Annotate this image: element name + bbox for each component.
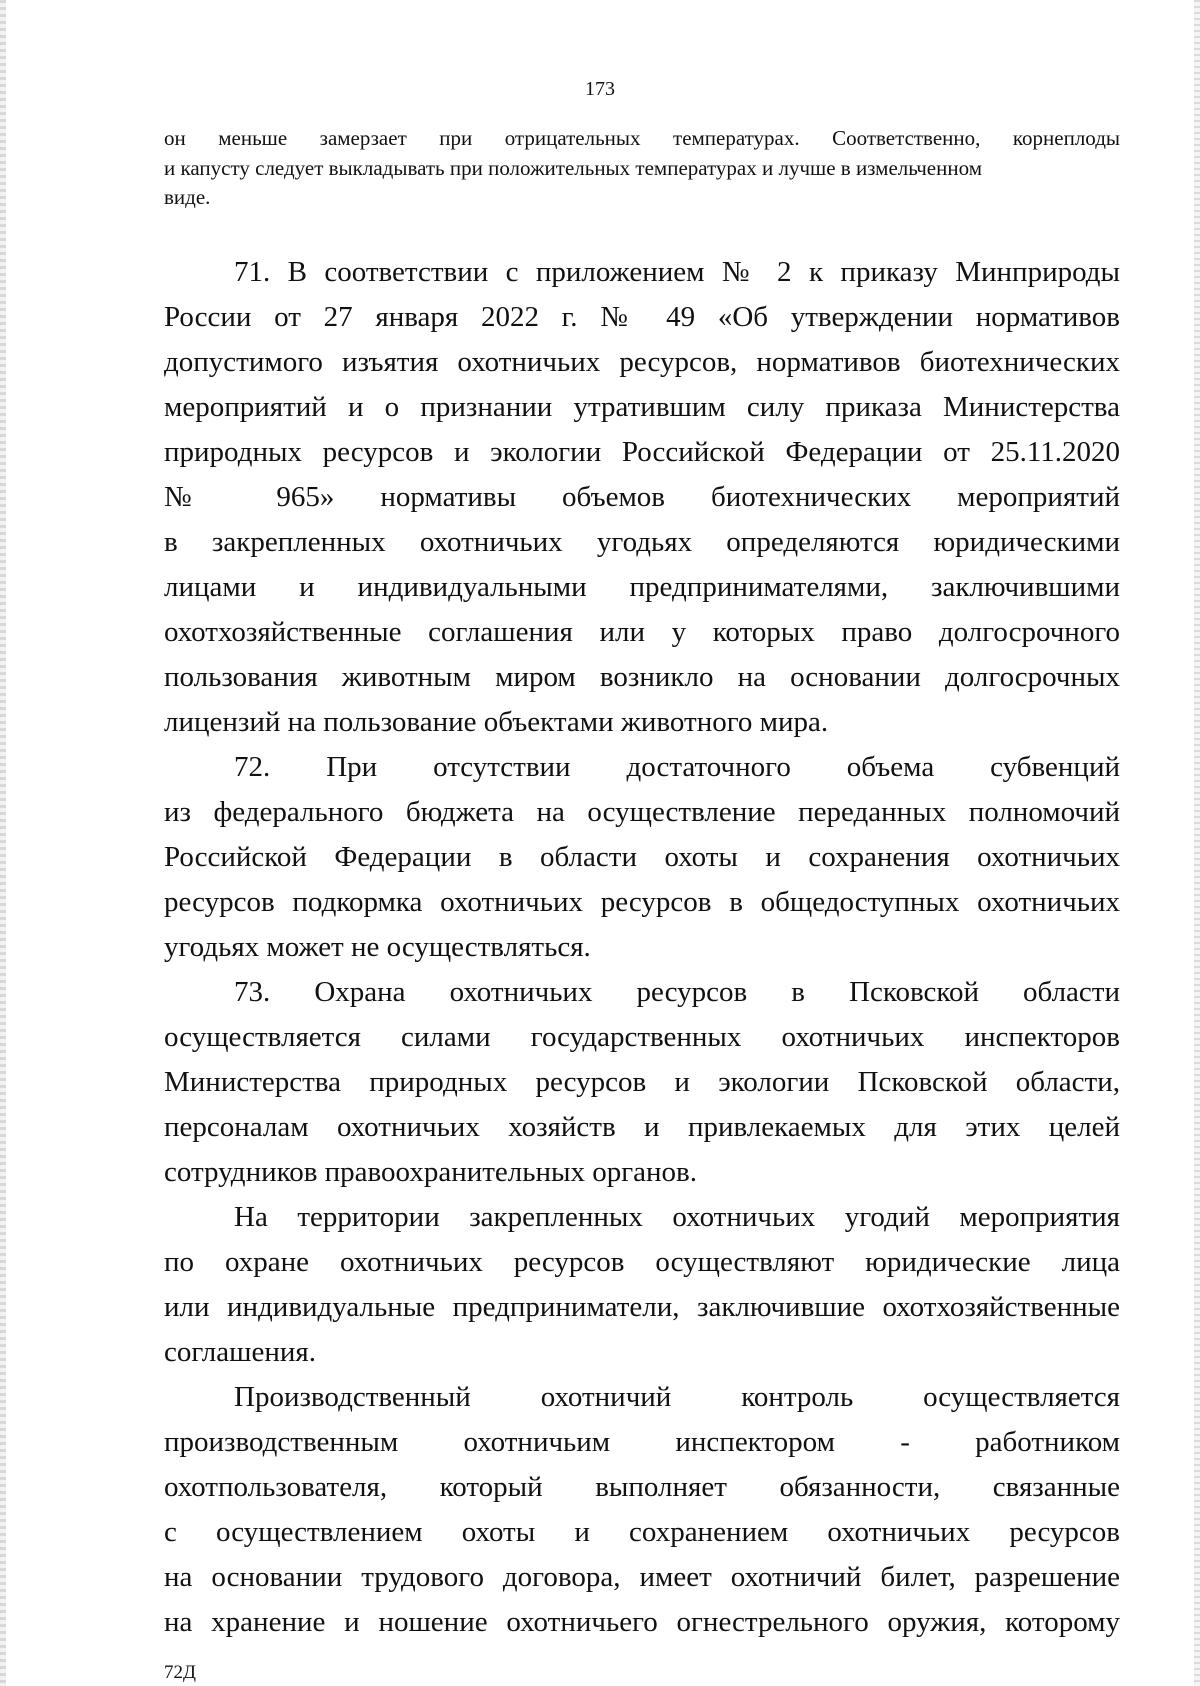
paragraph-73-line: персоналам охотничьих хозяйств и привлекаемых для этих целей bbox=[164, 1111, 1120, 1143]
paragraph-71-line: допустимого изъятия охотничьих ресурсов, нормативов биотехнических bbox=[164, 346, 1120, 378]
paragraph-71-line: № 965» нормативы объемов биотехнических мероприятий bbox=[164, 481, 1120, 513]
intro-line: и капусту следует выкладывать при положительных температурах и лучше в измельченном bbox=[164, 156, 982, 180]
page-number: 173 bbox=[585, 78, 615, 100]
intro-line: виде. bbox=[164, 185, 211, 209]
paragraph-71-line: охотхозяйственные соглашения или у которых право долгосрочного bbox=[164, 616, 1120, 648]
scan-right-edge bbox=[1194, 0, 1200, 1686]
paragraph-73-line: 73. Охрана охотничьих ресурсов в Псковской области bbox=[234, 976, 1120, 1008]
territory-paragraph-line: соглашения. bbox=[164, 1336, 316, 1368]
paragraph-72-line: угодьях может не осуществляться. bbox=[164, 931, 591, 963]
control-paragraph-line: производственным охотничьим инспектором - работником bbox=[164, 1426, 1120, 1458]
paragraph-72-line: Российской Федерации в области охоты и сохранения охотничьих bbox=[164, 841, 1120, 873]
control-paragraph-line: на хранение и ношение охотничьего огнестрельного оружия, которому bbox=[164, 1606, 1120, 1638]
paragraph-72-line: 72. При отсутствии достаточного объема субвенций bbox=[234, 751, 1120, 783]
paragraph-73-line: сотрудников правоохранительных органов. bbox=[164, 1156, 697, 1188]
control-paragraph-line: Производственный охотничий контроль осуществляется bbox=[234, 1381, 1120, 1413]
paragraph-71-line: России от 27 января 2022 г. № 49 «Об утверждении нормативов bbox=[164, 301, 1120, 333]
intro-line: он меньше замерзает при отрицательных температурах. Соответственно, корнеплоды bbox=[164, 126, 1120, 150]
scan-left-edge bbox=[0, 0, 6, 1686]
paragraph-71-line: 71. В соответствии с приложением № 2 к приказу Минприроды bbox=[234, 256, 1120, 288]
paragraph-71-line: в закрепленных охотничьих угодьях определяются юридическими bbox=[164, 526, 1120, 558]
footer-document-code: 72Д bbox=[164, 1662, 196, 1683]
territory-paragraph-line: по охране охотничьих ресурсов осуществляют юридические лица bbox=[164, 1246, 1120, 1278]
paragraph-71-line: мероприятий и о признании утратившим силу приказа Министерства bbox=[164, 391, 1120, 423]
paragraph-71-line: лицензий на пользование объектами животного мира. bbox=[164, 706, 829, 738]
paragraph-71-line: природных ресурсов и экологии Российской Федерации от 25.11.2020 bbox=[164, 436, 1120, 468]
territory-paragraph-line: На территории закрепленных охотничьих угодий мероприятия bbox=[234, 1201, 1120, 1233]
control-paragraph-line: на основании трудового договора, имеет охотничий билет, разрешение bbox=[164, 1561, 1120, 1593]
territory-paragraph-line: или индивидуальные предприниматели, заключившие охотхозяйственные bbox=[164, 1291, 1120, 1323]
paragraph-71-line: лицами и индивидуальными предпринимателями, заключившими bbox=[164, 571, 1120, 603]
control-paragraph-line: с осуществлением охоты и сохранением охотничьих ресурсов bbox=[164, 1516, 1120, 1548]
paragraph-71-line: пользования животным миром возникло на основании долгосрочных bbox=[164, 661, 1120, 693]
control-paragraph-line: охотпользователя, который выполняет обязанности, связанные bbox=[164, 1471, 1120, 1503]
paragraph-72-line: ресурсов подкормка охотничьих ресурсов в общедоступных охотничьих bbox=[164, 886, 1120, 918]
paragraph-73-line: Министерства природных ресурсов и экологии Псковской области, bbox=[164, 1066, 1120, 1098]
paragraph-72-line: из федерального бюджета на осуществление переданных полномочий bbox=[164, 796, 1120, 828]
paragraph-73-line: осуществляется силами государственных охотничьих инспекторов bbox=[164, 1021, 1120, 1053]
